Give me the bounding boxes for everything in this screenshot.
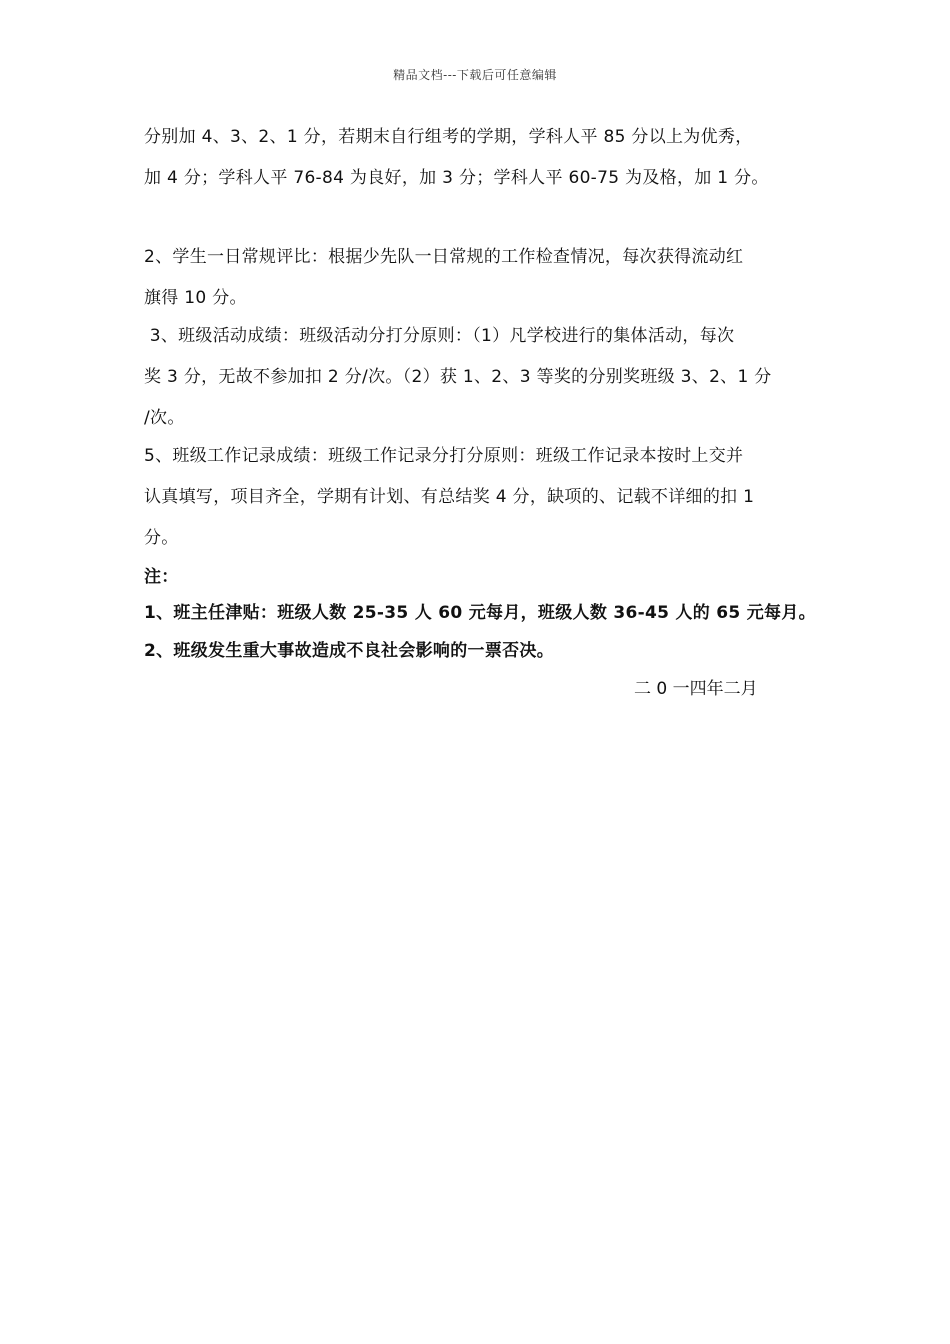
note-item: 2、班级发生重大事故造成不良社会影响的一票否决。 — [144, 641, 555, 661]
body-line: 加 4 分；学科人平 76-84 为良好，加 3 分；学科人平 60-75 为及格，加 1 分。 — [144, 168, 769, 188]
document-date: 二 0 一四年二月 — [634, 679, 758, 699]
body-line: /次。 — [144, 408, 185, 428]
body-line: 5、班级工作记录成绩：班级工作记录分打分原则：班级工作记录本按时上交并 — [144, 446, 744, 466]
body-line: 认真填写，项目齐全，学期有计划、有总结奖 4 分，缺项的、记载不详细的扣 1 — [144, 487, 755, 507]
body-line: 分。 — [144, 528, 179, 548]
page-header: 精品文档---下载后可任意编辑 — [393, 68, 557, 82]
body-line: 分别加 4、3、2、1 分，若期末自行组考的学期，学科人平 85 分以上为优秀， — [144, 127, 753, 147]
body-line: 2、学生一日常规评比：根据少先队一日常规的工作检查情况，每次获得流动红 — [144, 247, 744, 267]
body-line: 旗得 10 分。 — [144, 288, 247, 308]
body-line: 3、班级活动成绩：班级活动分打分原则：（1）凡学校进行的集体活动，每次 — [144, 326, 735, 346]
body-line: 奖 3 分，无故不参加扣 2 分/次。（2）获 1、2、3 等奖的分别奖班级 3、2、1 分 — [144, 367, 772, 387]
note-item: 1、班主任津贴：班级人数 25-35 人 60 元每月，班级人数 36-45 人的 65 元每月。 — [144, 603, 816, 623]
notes-heading: 注： — [144, 567, 179, 587]
